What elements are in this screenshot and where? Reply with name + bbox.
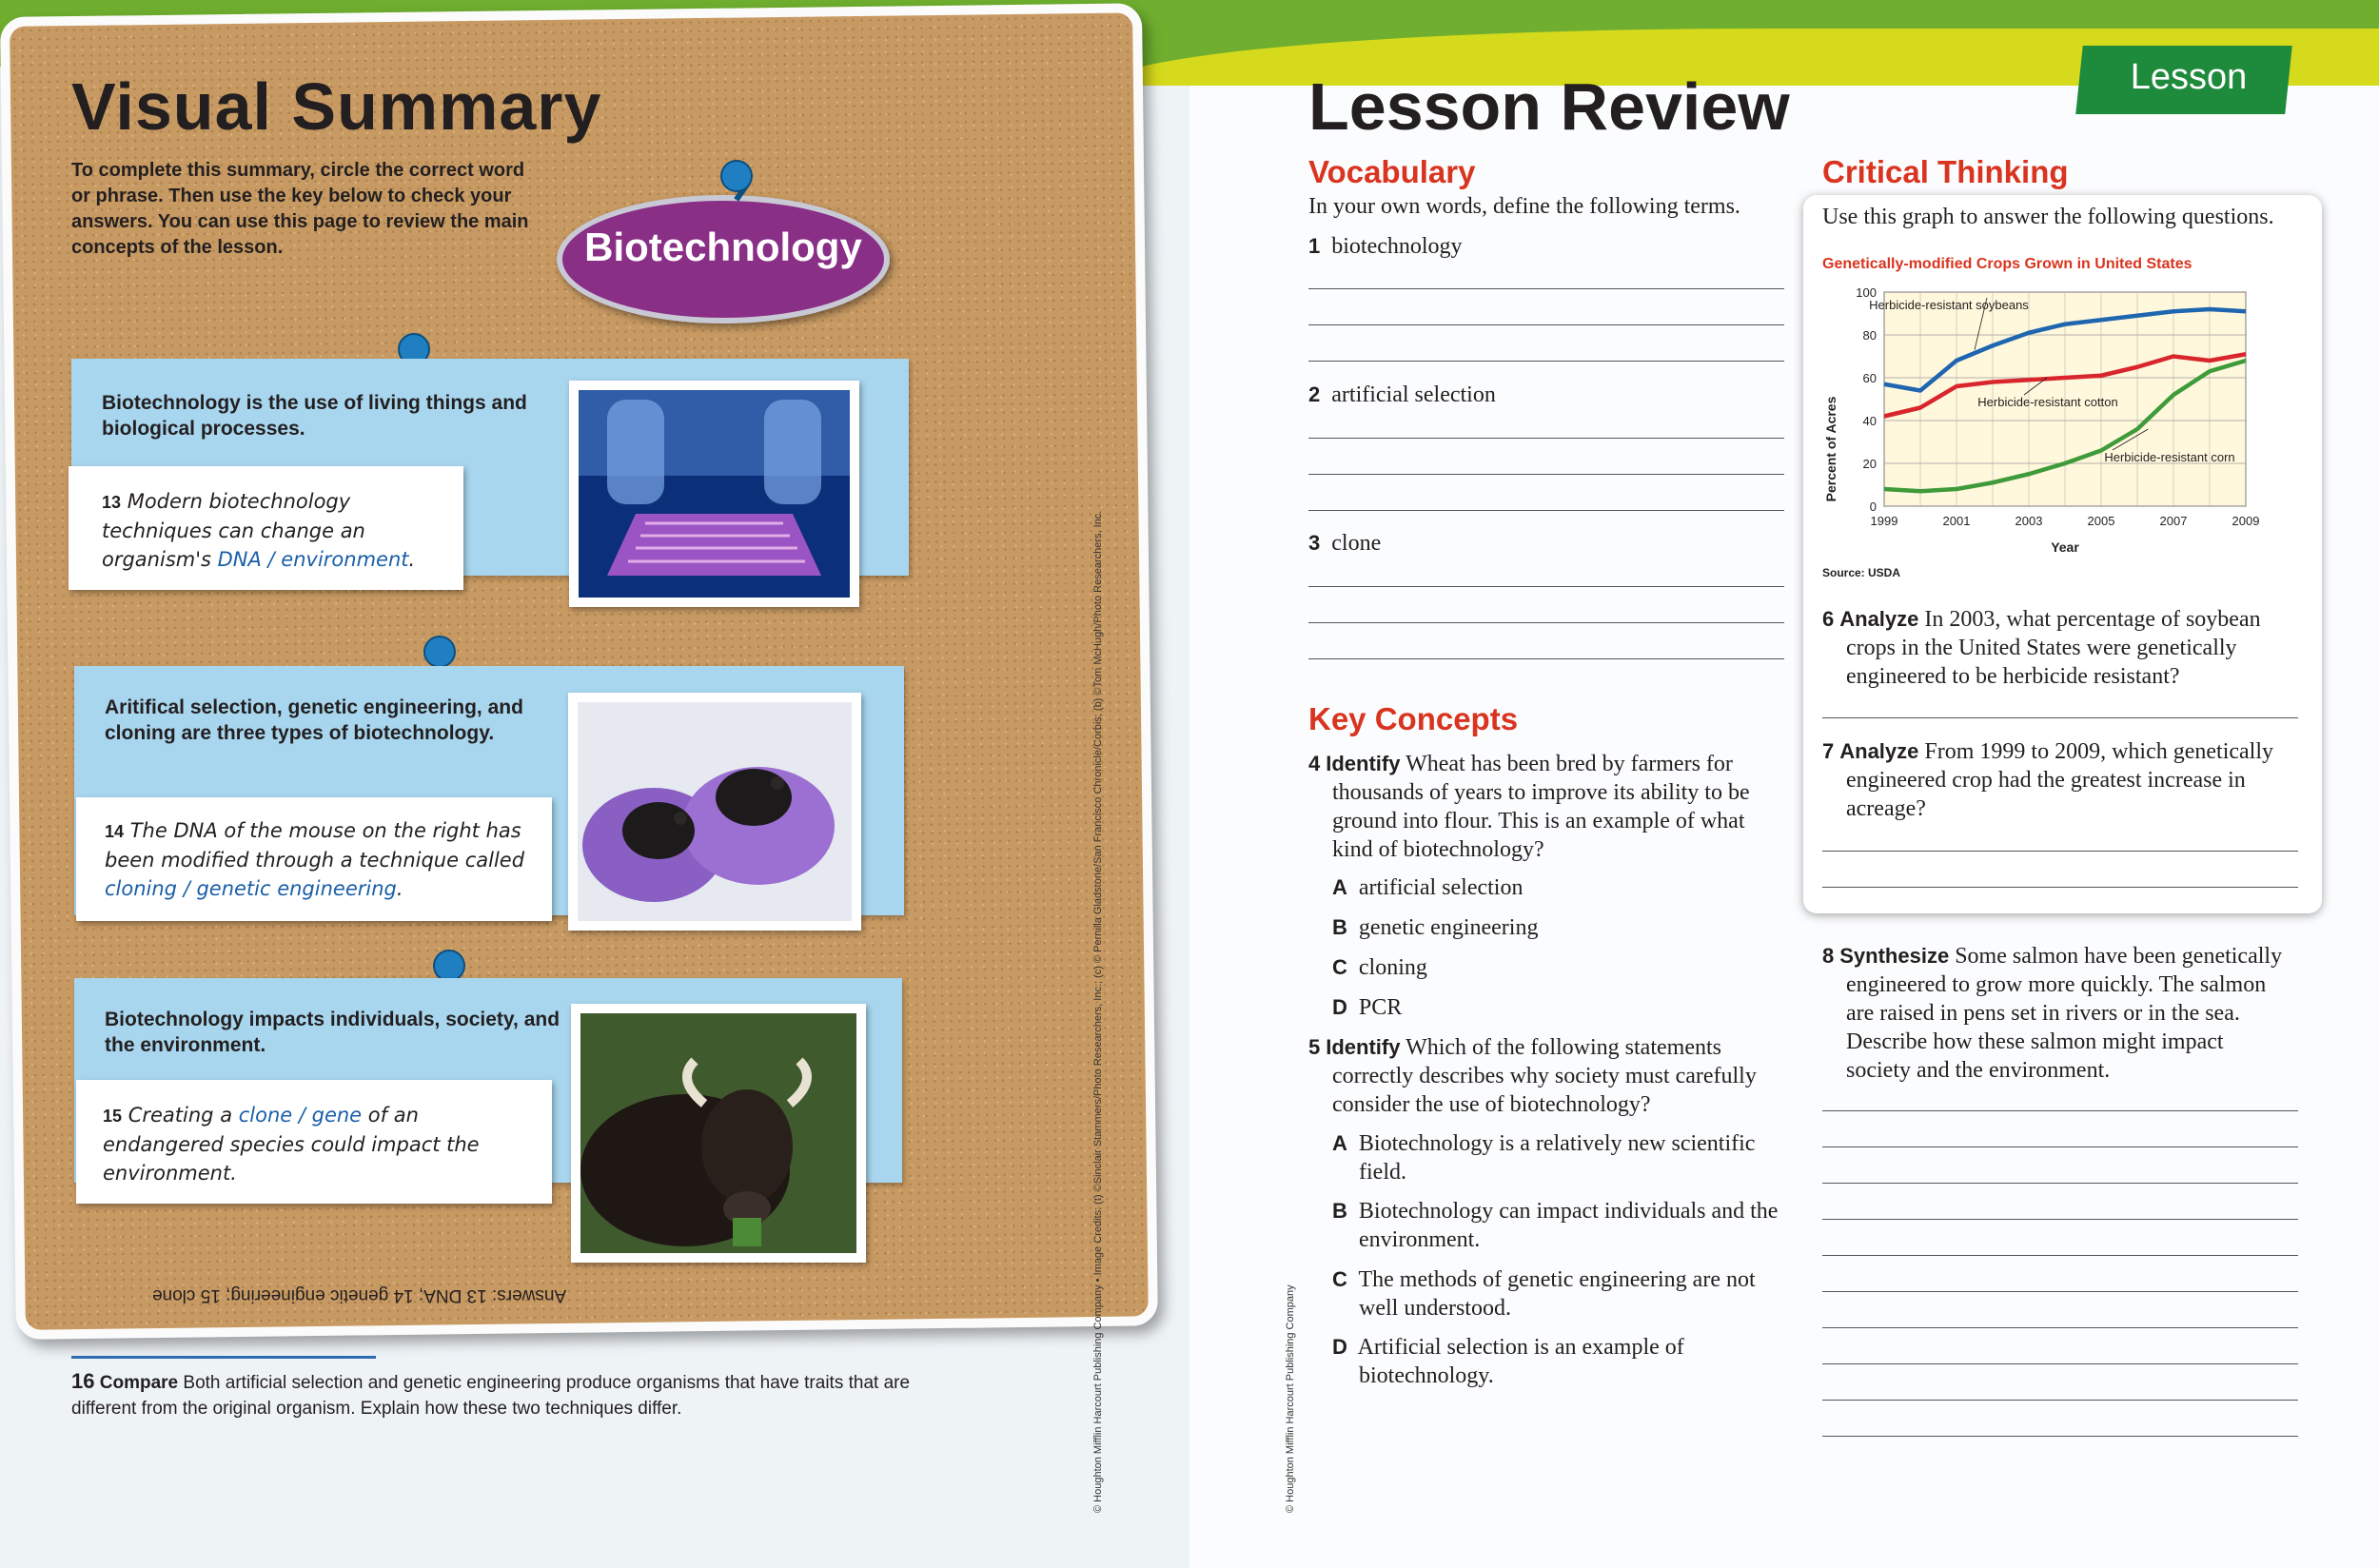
answer-key: Answers: 13 DNA; 14 genetic engineering; 15 clone (152, 1285, 567, 1305)
question-4-text: Wheat has been bred by farmers for thousands of years to improve its ability to be ground into flour. This is an example of what kind of biotechnology? (1332, 752, 1750, 862)
chart-y-tick-label: 80 (1862, 328, 1877, 343)
vocab-term-1 (1308, 232, 1463, 261)
answer-line[interactable] (1308, 288, 1784, 289)
publisher-credit: © Houghton Mifflin Harcourt Publishing Company (1285, 1284, 1296, 1513)
answer-line[interactable] (1308, 438, 1784, 439)
q5-option-d[interactable] (1332, 1333, 1779, 1390)
option-text: Biotechnology can impact individuals and the environment. (1358, 1199, 1779, 1252)
answer-line[interactable] (1822, 851, 2298, 852)
answer-line[interactable] (1822, 1291, 2298, 1292)
chart-x-axis-label: Year (2051, 539, 2079, 555)
question-4 (1308, 750, 1779, 864)
vocabulary-heading: Vocabulary (1308, 154, 1476, 189)
question-14-text: The DNA of the mouse on the right has been modified through a technique called (105, 819, 525, 872)
chart-title: Genetically-modified Crops Grown in United States (1822, 256, 2192, 272)
question-16-text: Both artificial selection and genetic engineering produce organisms that have traits that are different from the original organism. Explain how these two techniques differ. (71, 1373, 911, 1419)
question-14 (105, 816, 542, 903)
pushpin-icon (433, 950, 465, 982)
question-5-text: Which of the following statements correctly describes why society must carefully consider the use of biotechnology? (1332, 1035, 1757, 1117)
chart-series-label: Herbicide-resistant cotton (1977, 395, 2118, 409)
lesson-tab-label: Lesson (2130, 57, 2248, 97)
answer-line[interactable] (1822, 1219, 2298, 1220)
question-6-number: 6 (1822, 607, 1835, 631)
question-6 (1822, 605, 2312, 691)
question-5 (1308, 1033, 1779, 1119)
chart-y-tick-label: 100 (1856, 285, 1877, 300)
vocab-term-3-label: clone (1331, 531, 1382, 556)
option-letter: B (1332, 915, 1347, 939)
answer-line[interactable] (1822, 1110, 2298, 1111)
vocab-term-3 (1308, 529, 1381, 558)
chart-y-tick-label: 60 (1862, 371, 1877, 385)
question-4-label: Identify (1326, 752, 1401, 775)
pushpin-icon (423, 636, 456, 668)
option-text: PCR (1358, 995, 1403, 1020)
answer-line[interactable] (1822, 1400, 2298, 1401)
gm-crops-chart-svg (1822, 249, 2260, 592)
image-credits: © Houghton Mifflin Harcourt Publishing Company • Image Credits: (t) ©Sinclair Stammers/Photo Researchers, Inc.; (c) © Pernilla Gladstone/San Francisco Chronicle/Corbis; (b) ©Tom McHugh/Photo Researchers, Inc. (1092, 510, 1104, 1513)
answer-line[interactable] (1308, 586, 1784, 587)
chart-x-tick-label: 2005 (2087, 514, 2115, 528)
option-letter: C (1332, 955, 1347, 979)
chart-y-tick-label: 0 (1869, 500, 1877, 514)
q4-option-a[interactable] (1332, 873, 1523, 902)
question-7-label: Analyze (1839, 739, 1919, 763)
gel-electrophoresis-photo (569, 381, 859, 607)
option-text: genetic engineering (1358, 915, 1539, 940)
option-letter: A (1332, 1131, 1347, 1155)
chart-y-axis-label: Percent of Acres (1823, 396, 1838, 502)
answer-line[interactable] (1308, 474, 1784, 475)
question-6-text: In 2003, what percentage of soybean crops in the United States were genetically engineered to be herbicide resistant? (1846, 607, 2261, 689)
question-16-label: Compare (99, 1373, 179, 1393)
question-14-end: . (396, 877, 403, 900)
question-14-number: 14 (105, 822, 125, 841)
answer-line[interactable] (1822, 1183, 2298, 1184)
chart-x-tick-label: 2003 (2015, 514, 2043, 528)
q5-option-a[interactable] (1332, 1129, 1779, 1186)
vocab-term-1-number: 1 (1308, 234, 1321, 258)
question-15-number: 15 (103, 1107, 123, 1126)
option-text: Artificial selection is an example of biotechnology. (1357, 1335, 1684, 1388)
question-7 (1822, 737, 2312, 823)
option-letter: A (1332, 875, 1347, 899)
chart-x-tick-label: 2007 (2159, 514, 2188, 528)
summary-card-1-text: Biotechnology is the use of living things and biological processes. (102, 392, 527, 440)
vocab-term-1-label: biotechnology (1331, 234, 1463, 259)
question-13-text: Modern biotechnology techniques can change an organism's (102, 490, 365, 571)
visual-summary-intro: To complete this summary, circle the correct word or phrase. Then use the key below to check your answers. You can use this page to review the main concepts of the lesson. (71, 160, 529, 258)
answer-line[interactable] (1822, 1363, 2298, 1364)
gaur-bull-photo (571, 1004, 866, 1263)
option-letter: D (1332, 995, 1347, 1019)
question-5-label: Identify (1326, 1035, 1401, 1059)
option-letter: D (1332, 1335, 1347, 1359)
gm-crops-chart (1822, 249, 2260, 596)
question-13-number: 13 (102, 493, 122, 512)
vocab-term-3-number: 3 (1308, 531, 1321, 555)
q4-option-d[interactable] (1332, 993, 1402, 1022)
question-4-number: 4 (1308, 752, 1321, 775)
question-8-number: 8 (1822, 944, 1835, 968)
question-7-text: From 1999 to 2009, which genetically engineered crop had the greatest increase in acreage? (1846, 739, 2274, 821)
question-6-label: Analyze (1839, 607, 1919, 631)
chart-x-tick-label: 2001 (1942, 514, 1971, 528)
option-text: Biotechnology is a relatively new scientific field. (1358, 1131, 1756, 1185)
q4-option-b[interactable] (1332, 913, 1538, 942)
chart-x-tick-label: 1999 (1870, 514, 1898, 528)
option-letter: C (1332, 1267, 1347, 1291)
key-concepts-heading: Key Concepts (1308, 701, 1519, 736)
question-15-text: Creating a (128, 1104, 239, 1127)
lesson-review-title: Lesson Review (1308, 69, 1790, 144)
q4-option-c[interactable] (1332, 953, 1427, 982)
option-letter: B (1332, 1199, 1347, 1223)
critical-thinking-heading: Critical Thinking (1822, 154, 2069, 189)
question-7-number: 7 (1822, 739, 1835, 763)
chart-series-label: Herbicide-resistant corn (2104, 450, 2235, 464)
question-8-label: Synthesize (1839, 944, 1950, 968)
summary-card-2-text: Aritifical selection, genetic engineering, and cloning are three types of biotechnology. (105, 696, 523, 744)
chart-source: Source: USDA (1822, 566, 1901, 579)
answer-line[interactable] (1822, 1327, 2298, 1328)
question-15-choice[interactable]: clone / gene (238, 1104, 363, 1127)
answer-line[interactable] (1308, 658, 1784, 659)
chart-y-tick-label: 40 (1862, 414, 1877, 428)
answer-line[interactable] (1308, 324, 1784, 325)
vocab-term-2 (1308, 381, 1496, 409)
vocabulary-prompt: In your own words, define the following terms. (1308, 194, 1740, 219)
question-5-number: 5 (1308, 1035, 1321, 1059)
critical-thinking-prompt: Use this graph to answer the following questions. (1822, 205, 2274, 229)
summary-card-3-text: Biotechnology impacts individuals, society, and the environment. (105, 1009, 560, 1056)
q5-option-c[interactable] (1332, 1265, 1779, 1323)
answer-line[interactable] (1822, 717, 2298, 718)
question-8 (1822, 942, 2293, 1085)
question-13 (102, 487, 454, 574)
answer-line[interactable] (1822, 1255, 2298, 1256)
visual-summary-title: Visual Summary (71, 69, 602, 144)
q5-option-b[interactable] (1332, 1197, 1779, 1254)
question-15 (103, 1101, 541, 1187)
answer-line[interactable] (1822, 1436, 2298, 1437)
option-text: The methods of genetic engineering are not well understood. (1358, 1267, 1756, 1321)
question-13-choice[interactable]: DNA / environment (217, 548, 409, 571)
vocab-term-2-label: artificial selection (1331, 382, 1496, 407)
option-text: cloning (1358, 955, 1427, 980)
chart-series-label: Herbicide-resistant soybeans (1869, 298, 2029, 312)
answer-line[interactable] (1308, 622, 1784, 623)
mice-in-gloved-hands-photo (568, 693, 861, 931)
topic-oval-label: Biotechnology (584, 225, 862, 269)
question-8-text: Some salmon have been genetically engineered to grow more quickly. The salmon are raised in pens set in rivers or in the sea. Describe how these salmon might impact society and the environment. (1846, 944, 2283, 1083)
answer-line[interactable] (1308, 361, 1784, 362)
answer-line[interactable] (1822, 887, 2298, 888)
pushpin-icon (720, 160, 753, 192)
option-text: artificial selection (1358, 875, 1524, 900)
question-14-choice[interactable]: cloning / genetic engineering (105, 877, 397, 900)
answer-line[interactable] (1308, 510, 1784, 511)
question-15-end: of an endangered species could impact the environment. (103, 1104, 480, 1185)
question-13-end: . (408, 548, 416, 571)
question-16-number: 16 (71, 1369, 95, 1393)
chart-y-tick-label: 20 (1862, 457, 1877, 471)
divider (71, 1356, 376, 1359)
vocab-term-2-number: 2 (1308, 382, 1321, 406)
question-16 (71, 1368, 928, 1421)
chart-x-tick-label: 2009 (2232, 514, 2260, 528)
